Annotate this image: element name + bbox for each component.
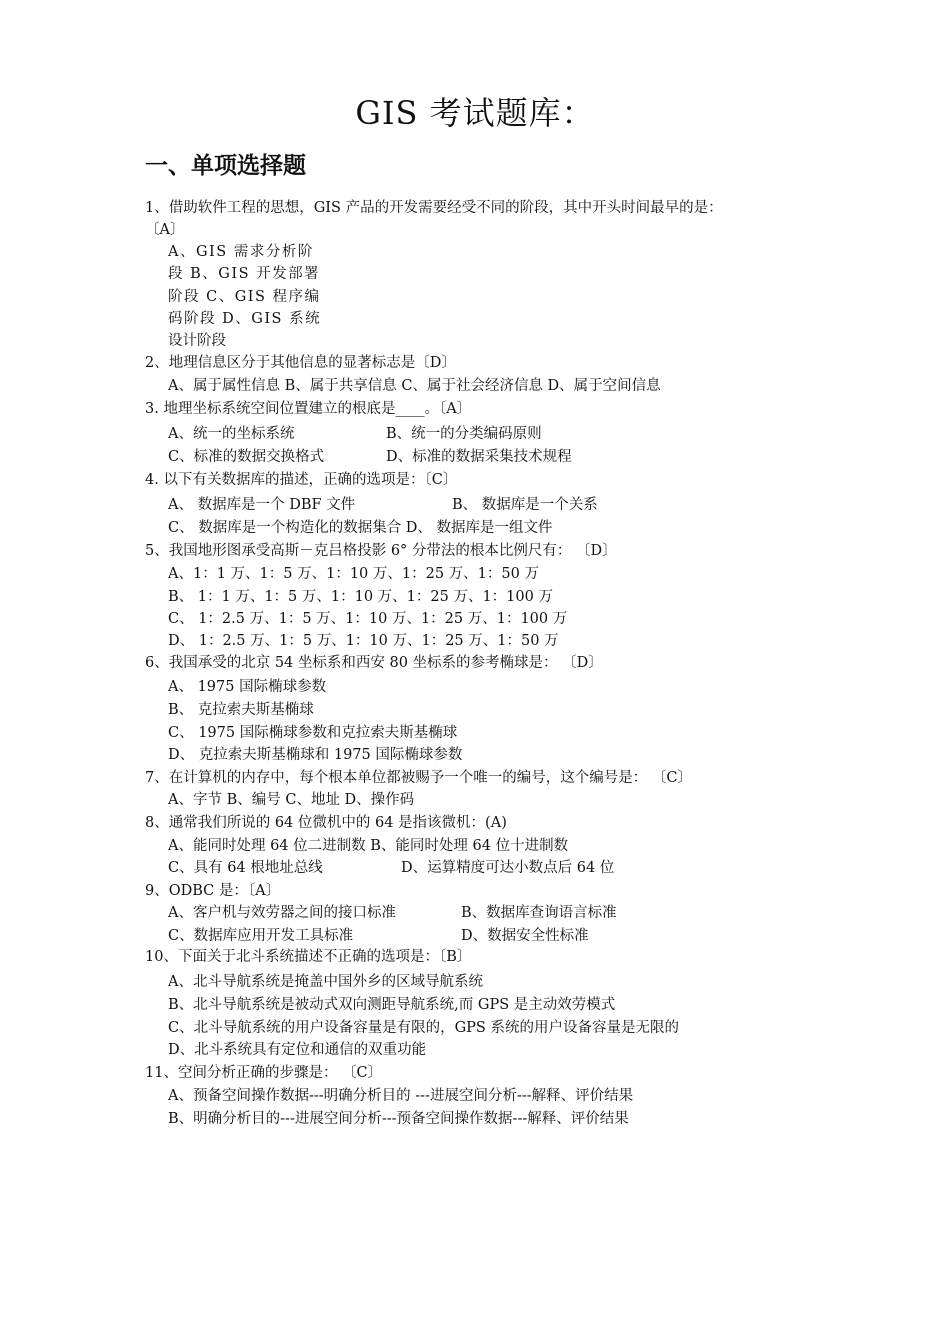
- question-5-option-a: A、1：1 万、1：5 万、1：10 万、1：25 万、1：50 万: [168, 566, 539, 582]
- question-10: 10、下面关于北斗系统描述不正确的选项是：〔B〕: [145, 949, 472, 965]
- question-11-option-a: A、预备空间操作数据---明确分析目的 ---进展空间分析---解释、评价结果: [168, 1088, 634, 1104]
- question-1-line-1: 1、借助软件工程的思想，GIS 产品的开发需要经受不同的阶段，其中开头时间最早的是：: [145, 200, 723, 216]
- question-3: 3. 地理坐标系统空间位置建立的根底是____。〔A〕: [145, 401, 472, 417]
- question-10-option-d: D、北斗系统具有定位和通信的双重功能: [168, 1042, 427, 1058]
- question-4: 4. 以下有关数据库的描述，正确的选项是：〔C〕: [145, 472, 458, 488]
- question-1-option-line-3: 阶段 C、GIS 程序编: [168, 289, 321, 305]
- question-4-option-a: A、 数据库是一个 DBF 文件: [168, 497, 356, 513]
- question-10-option-a: A、北斗导航系统是掩盖中国外乡的区域导航系统: [168, 974, 483, 990]
- question-7: 7、在计算机的内存中，每个根本单位都被赐予一个唯一的编号，这个编号是： 〔C〕: [145, 770, 692, 786]
- question-9-option-b: B、数据库查询语言标准: [461, 905, 617, 921]
- question-8-option-d: D、运算精度可达小数点后 64 位: [401, 860, 615, 876]
- question-6-option-b: B、 克拉索夫斯基椭球: [168, 702, 314, 718]
- question-8-option-c: C、具有 64 根地址总线: [168, 860, 323, 876]
- question-9: 9、ODBC 是：〔A〕: [145, 883, 281, 899]
- question-4-option-b: B、 数据库是一个关系: [452, 497, 598, 513]
- question-7-options: A、字节 B、编号 C、地址 D、操作码: [168, 792, 415, 808]
- question-9-option-a: A、客户机与效劳器之间的接口标准: [168, 905, 396, 921]
- question-2: 2、地理信息区分于其他信息的显著标志是〔D〕: [145, 355, 456, 371]
- question-1-option-line-1: A、GIS 需求分析阶: [168, 244, 314, 260]
- section-heading: 一、单项选择题: [145, 153, 306, 179]
- question-6-option-a: A、 1975 国际椭球参数: [168, 679, 327, 695]
- question-5-option-b: B、 1：1 万、1：5 万、1：10 万、1：25 万、1：100 万: [168, 589, 553, 605]
- question-4-options-cd: C、 数据库是一个构造化的数据集合 D、 数据库是一组文件: [168, 520, 553, 536]
- question-9-option-c: C、数据库应用开发工具标准: [168, 928, 354, 944]
- question-11: 11、空间分析正确的步骤是： 〔C〕: [145, 1065, 383, 1081]
- question-1-option-line-4: 码阶段 D、GIS 系统: [168, 311, 322, 327]
- question-8-options-ab: A、能同时处理 64 位二进制数 B、能同时处理 64 位十进制数: [168, 838, 569, 854]
- question-10-option-b: B、北斗导航系统是被动式双向测距导航系统,而 GPS 是主动效劳模式: [168, 997, 616, 1013]
- question-5-option-c: C、 1：2.5 万、1：5 万、1：10 万、1：25 万、1：100 万: [168, 611, 568, 627]
- question-1-option-line-5: 设计阶段: [168, 333, 226, 349]
- question-6: 6、我国承受的北京 54 坐标系和西安 80 坐标系的参考椭球是： 〔D〕: [145, 655, 603, 671]
- question-6-option-c: C、 1975 国际椭球参数和克拉索夫斯基椭球: [168, 725, 458, 741]
- question-5-option-d: D、 1：2.5 万、1：5 万、1：10 万、1：25 万、1：50 万: [168, 633, 559, 649]
- question-8: 8、通常我们所说的 64 位微机中的 64 是指该微机：(A): [145, 815, 507, 831]
- document-title: GIS 考试题库：: [355, 94, 595, 132]
- question-3-option-c: C、标准的数据交换格式: [168, 449, 325, 465]
- question-3-option-a: A、统一的坐标系统: [168, 426, 295, 442]
- question-3-option-b: B、统一的分类编码原则: [386, 426, 542, 442]
- question-10-option-c: C、北斗导航系统的用户设备容量是有限的，GPS 系统的用户设备容量是无限的: [168, 1020, 679, 1036]
- question-6-option-d: D、 克拉索夫斯基椭球和 1975 国际椭球参数: [168, 747, 463, 763]
- question-1-option-line-2: 段 B、GIS 开发部署: [168, 266, 321, 282]
- question-9-option-d: D、数据安全性标准: [461, 928, 589, 944]
- question-2-options: A、属于属性信息 B、属于共享信息 C、属于社会经济信息 D、属于空间信息: [168, 378, 661, 394]
- question-11-option-b: B、明确分析目的---进展空间分析---预备空间操作数据---解释、评价结果: [168, 1111, 629, 1127]
- question-3-option-d: D、标准的数据采集技术规程: [386, 449, 572, 465]
- question-5: 5、我国地形图承受高斯－克吕格投影 6° 分带法的根本比例尺有： 〔D〕: [145, 543, 617, 559]
- question-1-answer: 〔A〕: [145, 222, 185, 238]
